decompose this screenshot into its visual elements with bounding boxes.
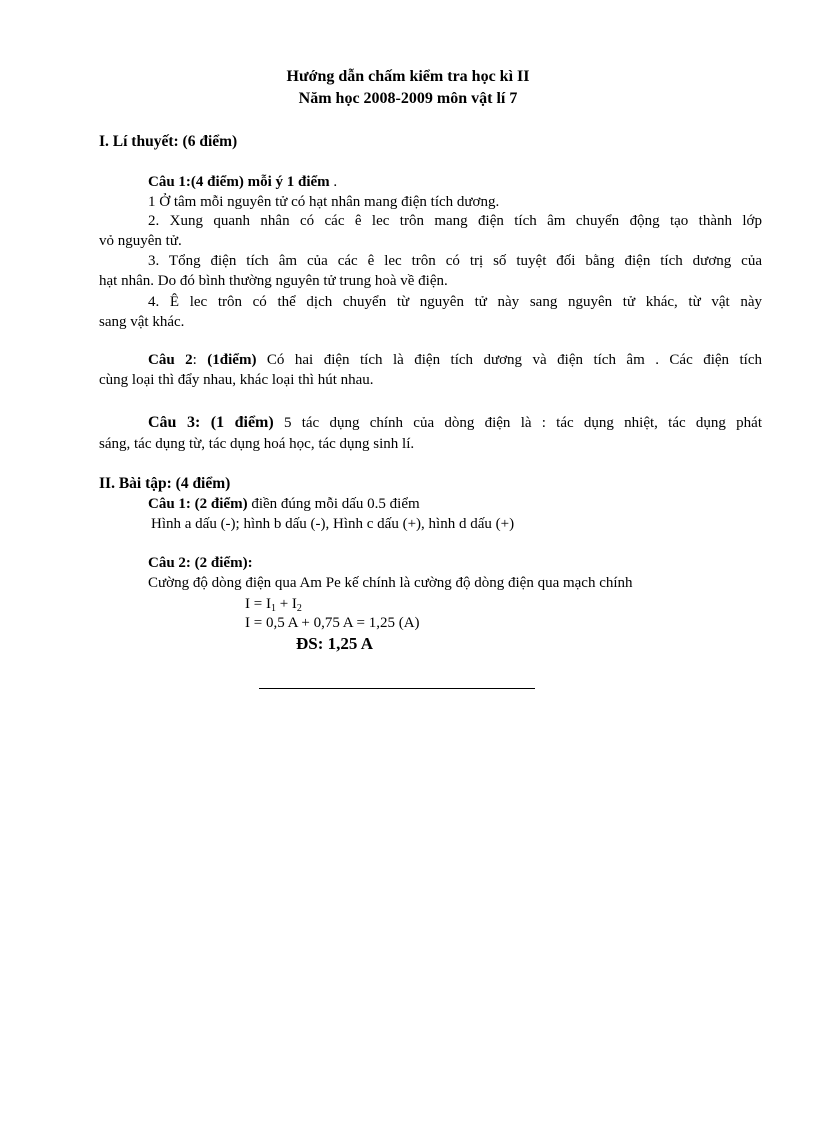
- question-3-line-2: sáng, tác dụng từ, tác dụng hoá học, tác dụng sinh lí.: [99, 436, 415, 452]
- question-3-line-1: [148, 413, 762, 433]
- equation-1-subscript-2: 2: [296, 603, 302, 614]
- question-1-label-tail: .: [329, 174, 338, 190]
- exercise-1-label: Câu 1: (2 điểm): [148, 496, 248, 512]
- document-title: Hướng dẫn chấm kiểm tra học kì II: [286, 68, 530, 85]
- question-2-label: Câu 2: [148, 352, 193, 368]
- question-1-label-line: [148, 172, 337, 192]
- end-divider: [259, 688, 535, 689]
- q1-item-4-line-2: sang vật khác.: [99, 314, 185, 330]
- question-2-line-1: [148, 350, 762, 370]
- equation-1-middle: + I: [275, 596, 297, 612]
- question-1-label: Câu 1:(4 điểm) mỗi ý 1 điểm: [148, 174, 330, 190]
- document-subtitle: Năm học 2008-2009 môn vật lí 7: [298, 90, 518, 107]
- q1-item-2-line-1: 2. Xung quanh nhân có các ê lec trôn mang điện tích âm chuyển động tạo thành lớp: [148, 213, 762, 229]
- q1-item-4-line-1: 4. Ê lec trôn có thể dịch chuyển từ nguyên tử này sang nguyên tử khác, từ vật này: [148, 294, 762, 310]
- exercise-2-text: Cường độ dòng điện qua Am Pe kế chính là cường độ dòng điện qua mạch chính: [148, 575, 633, 591]
- final-answer: ĐS: 1,25 A: [296, 634, 373, 653]
- exercise-2-label: Câu 2: (2 điểm):: [148, 555, 253, 571]
- section-2-heading: II. Bài tập: (4 điểm): [99, 475, 231, 492]
- question-3-text: 5 tác dụng chính của dòng điện là : tác dụng nhiệt, tác dụng phát: [273, 415, 762, 431]
- exercise-1-answer: Hình a dấu (-); hình b dấu (-), Hình c dấu (+), hình d dấu (+): [151, 516, 515, 532]
- question-2-text: Có hai điện tích là điện tích dương và điện tích âm . Các điện tích: [256, 352, 762, 368]
- question-2-points: (1điểm): [207, 352, 257, 368]
- q1-item-3-line-1: 3. Tổng điện tích âm của các ê lec trôn có trị số tuyệt đối bằng điện tích dương của: [148, 253, 762, 269]
- exercise-1-text: điền đúng mỗi dấu 0.5 điểm: [247, 496, 420, 512]
- equation-1-prefix: I = I: [245, 596, 271, 612]
- exercise-1-line: [148, 494, 420, 514]
- question-2-label-colon: :: [192, 352, 208, 368]
- question-3-label: Câu 3: (1 điểm): [148, 414, 274, 431]
- section-1-heading: I. Lí thuyết: (6 điểm): [99, 133, 238, 150]
- equation-1-subscript-1: 1: [270, 603, 276, 614]
- q1-item-2-line-2: vỏ nguyên tử.: [99, 233, 182, 249]
- question-2-line-2: cùng loại thì đẩy nhau, khác loại thì hút nhau.: [99, 372, 374, 388]
- q1-item-3-line-2: hạt nhân. Do đó bình thường nguyên tử trung hoà về điện.: [99, 273, 448, 289]
- equation-2: I = 0,5 A + 0,75 A = 1,25 (A): [245, 615, 420, 631]
- q1-item-1: 1 Ở tâm mỗi nguyên tử có hạt nhân mang điện tích dương.: [148, 194, 500, 210]
